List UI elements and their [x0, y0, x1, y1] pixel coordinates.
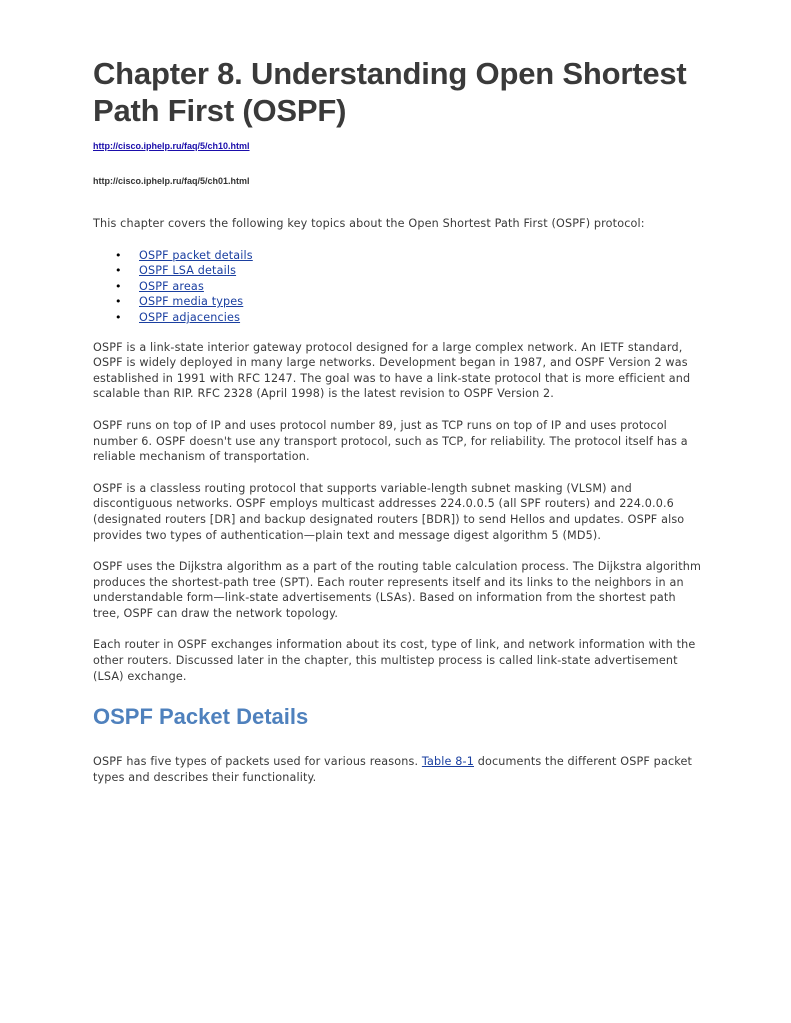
section-paragraph — [93, 754, 703, 785]
section-heading-packet-details: OSPF Packet Details — [93, 704, 309, 730]
list-item — [93, 279, 703, 295]
body-paragraph-dijkstra: OSPF uses the Dijkstra algorithm as a part of the routing table calculation process. The Dijkstra algorithm produces the shortest-path tree (SPT). Each router represents itself and its links to the neighbors in an understandable form—link-state advertisements (LSAs). Based on information from the shortest path tree, OSPF can draw the network topology. — [93, 560, 702, 620]
intro-paragraph: This chapter covers the following key topics about the Open Shortest Path First (OSPF) protocol: — [93, 217, 645, 230]
section-text-before: OSPF has five types of packets used for various reasons. — [93, 755, 422, 769]
body-paragraph-classless: OSPF is a classless routing protocol that supports variable-length subnet masking (VLSM) and discontiguous networks. OSPF employs multicast addresses 224.0.0.5 (all SPF routers) and 224.0.0.6 (designated routers [DR] and backup designated routers [BDR]) to send Hellos and updates. OSPF also provides two types of authentication—plain text and message digest algorithm 5 (MD5). — [93, 481, 685, 542]
topic-link-lsa-details[interactable]: OSPF LSA details — [139, 264, 237, 278]
topic-list — [93, 248, 703, 326]
topic-link-adjacencies[interactable]: OSPF adjacencies — [139, 310, 241, 324]
body-paragraph-lsa-exchange: Each router in OSPF exchanges information about its cost, type of link, and network information with the other routers. Discussed later in the chapter, this multistep process is called link-state advertisement (LSA) exchange. — [93, 638, 696, 683]
body-paragraph-overview: OSPF is a link-state interior gateway protocol designed for a large complex network. An IETF standard, OSPF is widely deployed in many large networks. Development began in 1987, and OSPF Version 2 was established in 1991 with RFC 1247. The goal was to have a link-state protocol that is more efficient and scalable than RIP. RFC 2328 (April 1998) is the latest revision to OSPF Version 2. — [93, 340, 691, 401]
topic-link-packet-details[interactable]: OSPF packet details — [139, 248, 253, 262]
list-item — [93, 248, 703, 264]
list-item — [93, 310, 703, 326]
chapter-title: Chapter 8. Understanding Open Shortest Path First (OSPF) — [93, 56, 687, 128]
bullet-icon: • — [115, 310, 122, 324]
bullet-icon: • — [115, 295, 122, 309]
bullet-icon: • — [115, 279, 122, 293]
list-item — [93, 294, 703, 310]
bullet-icon: • — [115, 248, 122, 262]
list-item — [93, 263, 703, 279]
topic-link-media-types[interactable]: OSPF media types — [139, 295, 244, 309]
topic-link-areas[interactable]: OSPF areas — [139, 279, 204, 293]
document-page — [93, 55, 703, 801]
source-text-ch01: http://cisco.iphelp.ru/faq/5/ch01.html — [93, 176, 250, 186]
body-paragraph-protocol-number: OSPF runs on top of IP and uses protocol number 89, just as TCP runs on top of IP and uses protocol number 6. OSPF doesn't use any transport protocol, such as TCP, for reliability. The protocol itself has a reliable mechanism of transportation. — [93, 418, 688, 464]
table-8-1-link[interactable]: Table 8-1 — [421, 755, 474, 769]
section-text-after: documents the different OSPF packet types and describes their functionality. — [93, 755, 693, 784]
source-link-ch10[interactable]: http://cisco.iphelp.ru/faq/5/ch10.html — [93, 141, 250, 151]
bullet-icon: • — [115, 264, 122, 278]
